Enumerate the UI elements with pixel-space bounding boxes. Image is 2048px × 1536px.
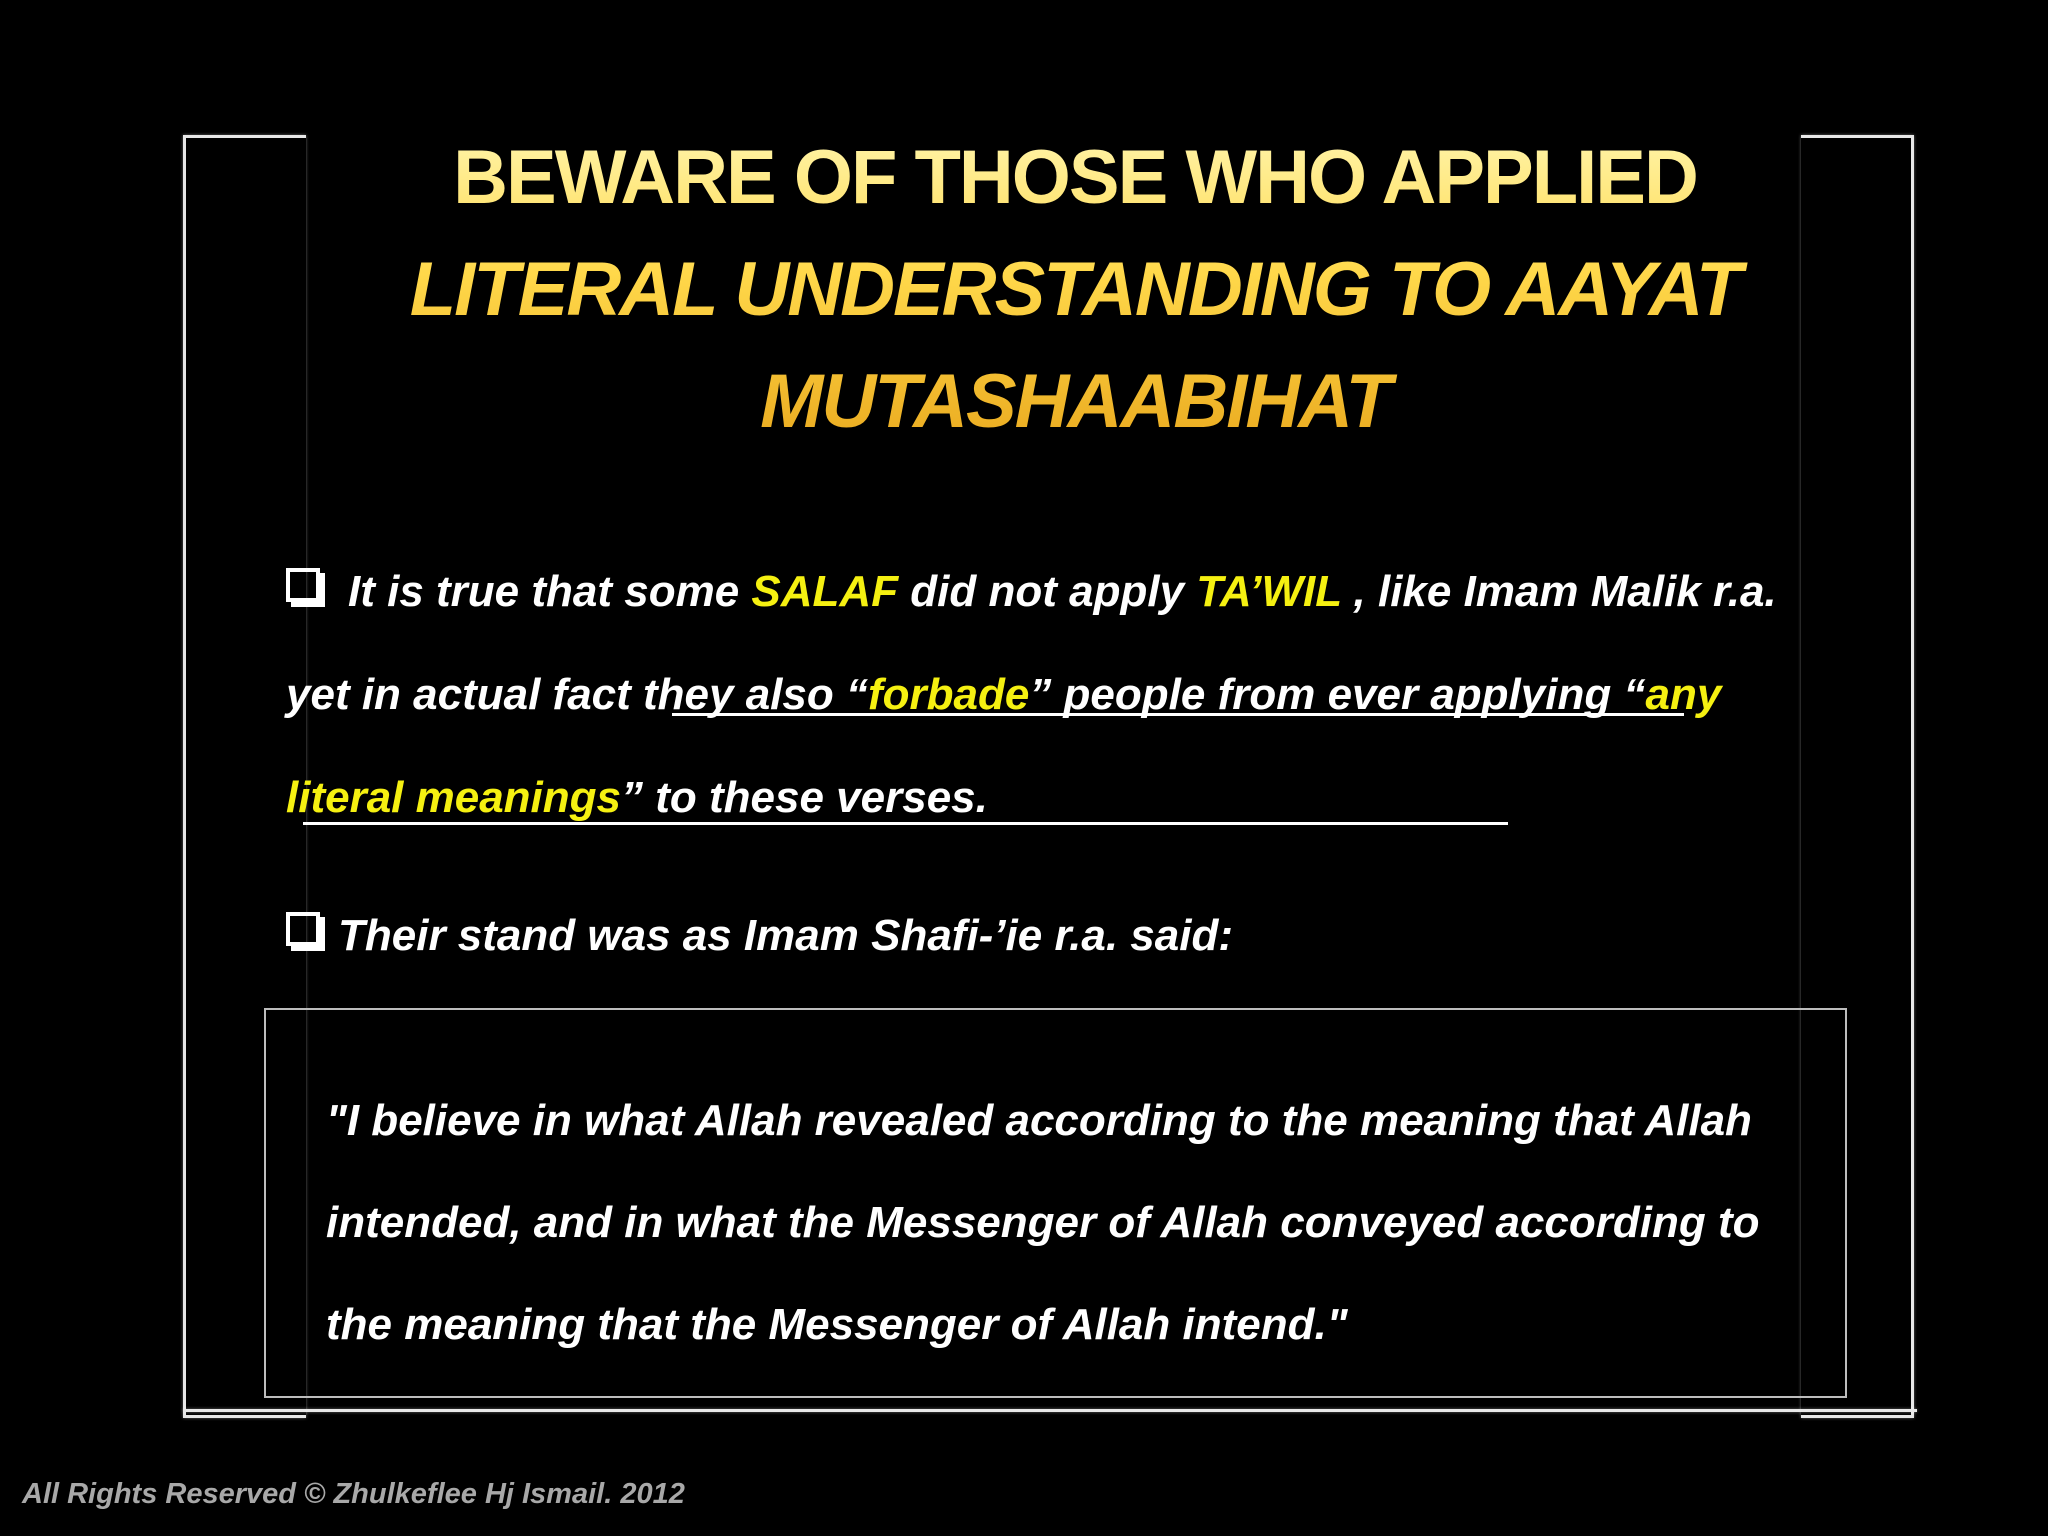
highlight-literal-meanings: any literal meanings <box>286 670 1722 822</box>
underline-line-1 <box>672 713 1684 716</box>
bullet-point-2-text: Their stand was as Imam Shafi-’ie r.a. said: <box>338 911 1233 960</box>
frame-bottom <box>183 1409 1917 1412</box>
underline-line-2 <box>303 822 1508 825</box>
title-line-3: MUTASHAABIHAT <box>760 359 1390 444</box>
highlight-forbade: forbade <box>867 670 1030 719</box>
quote-text: "I believe in what Allah revealed according to the meaning that Allah intended, and in what the Messenger of Allah conveyed according to the meaning that the Messenger of Allah intend." <box>326 1096 1760 1349</box>
checkbox-bullet-icon <box>286 912 320 946</box>
copyright-footer: All Rights Reserved © Zhulkeflee Hj Ismail. 2012 <box>22 1478 685 1510</box>
highlight-salaf: SALAF <box>751 567 899 616</box>
title-line-1: BEWARE OF THOSE WHO APPLIED <box>453 135 1697 220</box>
bullet-point-1: It is true that some SALAF did not apply TA’WIL , like Imam Malik r.a. yet in actual fact they also “forbade” people from ever applying “any literal meanings” to these verses. <box>286 567 1777 822</box>
slide-title <box>250 122 1900 458</box>
checkbox-bullet-icon <box>286 568 320 602</box>
bullet-point-2 <box>286 900 1846 972</box>
highlight-tawil: TA’WIL <box>1196 567 1342 616</box>
title-line-2: LITERAL UNDERSTANDING TO AAYAT <box>409 247 1741 332</box>
